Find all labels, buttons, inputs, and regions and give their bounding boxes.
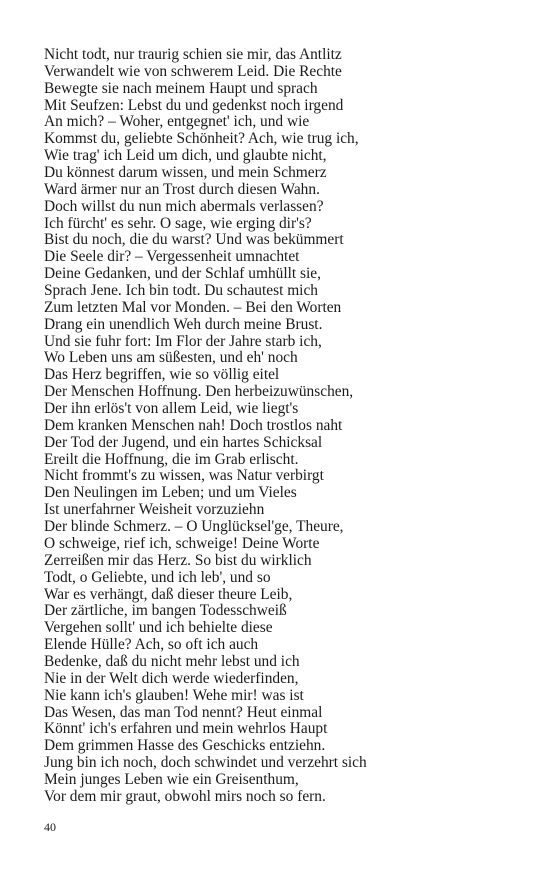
poem-line: Und sie fuhr fort: Im Flor der Jahre starb ich, [44,332,322,350]
poem-line: Nie kann ich's glauben! Wehe mir! was ist [44,686,304,704]
poem-line: Ward ärmer nur an Trost durch diesen Wahn. [44,180,320,198]
poem-line: Deine Gedanken, und der Schlaf umhüllt sie, [44,265,321,283]
poem-line: Der blinde Schmerz. – O Unglücksel'ge, Theure, [44,518,344,536]
poem-text [44,47,524,806]
poem-line: Ereilt die Hoffnung, die im Grab erlischt. [44,450,299,468]
poem-line: Der Tod der Jugend, und ein hartes Schicksal [44,433,323,451]
poem-line: Der zärtliche, im bangen Todesschweiß [44,602,287,620]
poem-line: Vergehen sollt' und ich behielte diese [44,619,273,637]
poem-line: Wo Leben uns am süßesten, und eh' noch [44,349,298,367]
poem-line: Vor dem mir graut, obwohl mirs noch so fern. [44,787,326,805]
poem-line: Könnt' ich's erfahren und mein wehrlos Haupt [44,720,328,738]
poem-line: An mich? – Woher, entgegnet' ich, und wie [44,113,310,131]
poem-line: Den Neulingen im Leben; und um Vieles [44,484,297,502]
poem-line: Sprach Jene. Ich bin todt. Du schautest mich [44,282,318,300]
poem-line: Bewegte sie nach meinem Haupt und sprach [44,79,318,97]
poem-line: Kommst du, geliebte Schönheit? Ach, wie trug ich, [44,130,359,148]
poem-line: War es verhängt, daß dieser theure Leib, [44,585,293,603]
poem-line: Dem grimmen Hasse des Geschicks entziehn. [44,737,326,755]
page-number: 40 [44,820,56,834]
poem-line: Jung bin ich noch, doch schwindet und verzehrt sich [44,754,367,772]
poem-line: O schweige, rief ich, schweige! Deine Worte [44,534,320,552]
poem-line: Elende Hülle? Ach, so oft ich auch [44,636,259,654]
poem-line: Bedenke, daß du nicht mehr lebst und ich [44,652,300,670]
poem-line: Ich fürcht' es sehr. O sage, wie erging dir's? [44,214,312,232]
poem-line: Wie trag' ich Leid um dich, und glaubte nicht, [44,147,327,165]
poem-line: Die Seele dir? – Vergessenheit umnachtet [44,248,300,266]
poem-line: Nie in der Welt dich werde wiederfinden, [44,669,299,687]
poem-line: Verwandelt wie von schwerem Leid. Die Rechte [44,62,342,80]
poem-line: Doch willst du nun mich abermals verlassen? [44,197,324,215]
poem-line: Der Menschen Hoffnung. Den herbeizuwünschen, [44,383,354,401]
poem-line: Nicht frommt's zu wissen, was Natur verbirgt [44,467,324,485]
poem-line: Der ihn erlös't von allem Leid, wie liegt's [44,400,299,418]
poem-line: Drang ein unendlich Weh durch meine Brust. [44,315,323,333]
poem-line: Dem kranken Menschen nah! Doch trostlos naht [44,416,343,434]
poem-line: Bist du noch, die du warst? Und was bekümmert [44,231,344,249]
poem-line: Nicht todt, nur traurig schien sie mir, das Antlitz [44,46,342,63]
poem-line: Mein junges Leben wie ein Greisenthum, [44,770,299,788]
poem-line: Zerreißen mir das Herz. So bist du wirklich [44,551,312,569]
poem-line: Du könnest darum wissen, und mein Schmerz [44,164,327,182]
poem-line: Ist unerfahrner Weisheit vorzuziehn [44,501,265,519]
poem-line: Todt, o Geliebte, und ich leb', und so [44,568,271,586]
poem-line: Das Wesen, das man Tod nennt? Heut einmal [44,703,323,721]
poem-line: Das Herz begriffen, wie so völlig eitel [44,366,280,384]
poem-line: Mit Seufzen: Lebst du und gedenkst noch irgend [44,96,344,114]
poem-line: Zum letzten Mal vor Monden. – Bei den Worten [44,298,342,316]
